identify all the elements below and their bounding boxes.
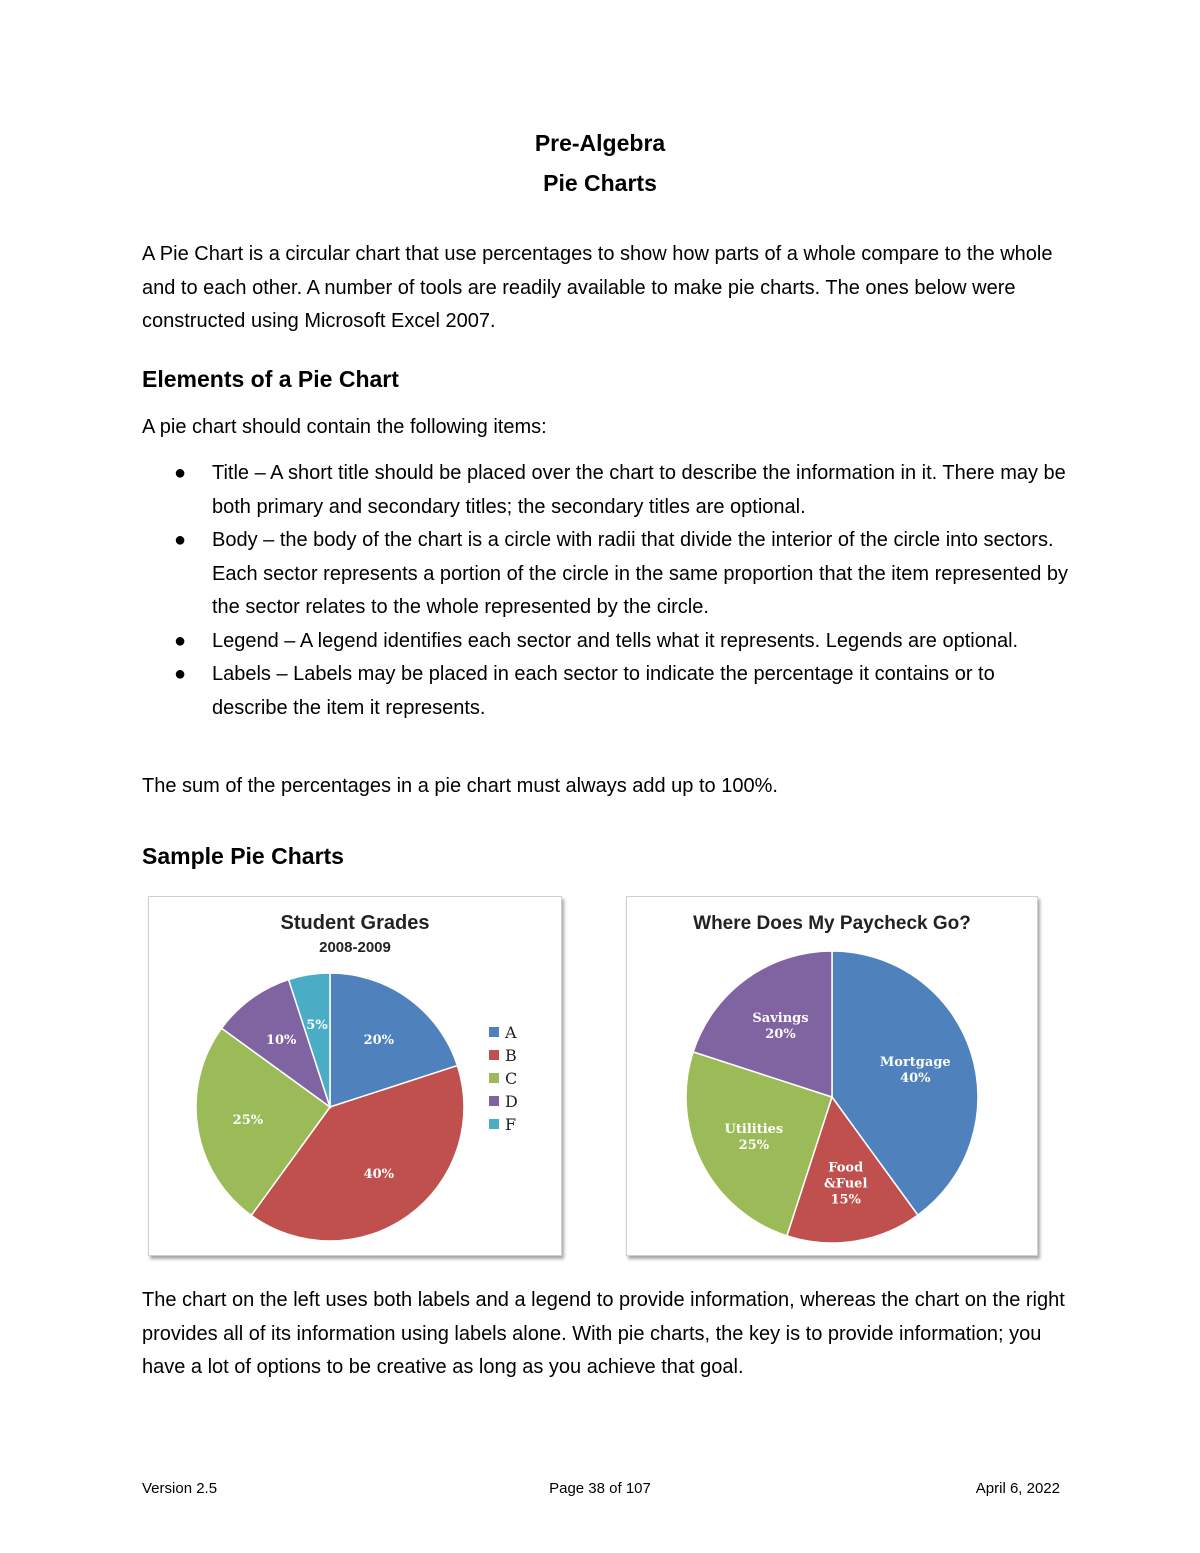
pie-label-a: 20% (363, 1032, 395, 1048)
pie-label-c: 25% (232, 1113, 264, 1128)
legend-label-d: D (505, 1092, 518, 1111)
legend-swatch-a (489, 1027, 499, 1037)
legend-swatch-c (489, 1073, 499, 1083)
page-title: Pre-Algebra (534, 130, 666, 156)
pie-label-f: 5% (306, 1017, 328, 1033)
chart-title: Student Grades (280, 912, 430, 934)
elements-list (142, 457, 1072, 725)
pie-label-mortgage: Mortgage 40% (879, 1054, 951, 1086)
pie-label-savings: Savings 20% (752, 1011, 809, 1043)
chart-title: Where Does My Paycheck Go? (693, 913, 971, 934)
paycheck-pie-svg (627, 897, 1037, 1255)
legend-label-c: C (505, 1069, 518, 1088)
bullet-icon: ● (174, 663, 187, 685)
legend-label-a: A (505, 1023, 517, 1042)
bullet-icon: ● (174, 529, 187, 551)
legend-swatch-f (489, 1119, 499, 1129)
paycheck-chart (626, 896, 1038, 1256)
page-subtitle: Pie Charts (543, 170, 657, 196)
bullet-icon: ● (174, 462, 187, 484)
closing-paragraph: The chart on the left uses both labels and a legend to provide information, whereas the chart on the right provides all of its information using labels alone. With pie charts, the key is to provide information; you have a lot of options to be creative as long as you achieve that goal. (142, 1289, 1065, 1378)
student-grades-pie-svg (149, 897, 561, 1255)
legend-swatch-d (489, 1096, 499, 1106)
footer-date: April 6, 2022 (975, 1480, 1060, 1497)
footer-page-number: Page 38 of 107 (549, 1480, 651, 1497)
list-item (142, 658, 1072, 725)
list-item-text: Labels – Labels may be placed in each sector to indicate the percentage it contains or to describe the item it represents. (212, 663, 995, 719)
legend-swatch-b (489, 1050, 499, 1060)
pie-label-food-fuel: Food &Fuel 15% (823, 1160, 868, 1208)
bullet-icon: ● (174, 629, 187, 652)
list-item (142, 457, 1072, 524)
sum-note: The sum of the percentages in a pie chart must always add up to 100%. (142, 775, 778, 797)
list-item-text: Title – A short title should be placed over the chart to describe the information in it. There may be both primary and secondary titles; the secondary titles are optional. (212, 462, 1066, 518)
pie-label-utilities: Utilities 25% (724, 1121, 784, 1153)
list-item (142, 625, 1072, 659)
legend-label-f: F (505, 1115, 517, 1134)
legend-label-b: B (505, 1046, 517, 1065)
pie-label-d: 10% (265, 1032, 297, 1048)
intro-paragraph: A Pie Chart is a circular chart that use percentages to show how parts of a whole compare to the whole and to each other. A number of tools are readily available to make pie charts. The ones below were constructed using Microsoft Excel 2007. (142, 243, 1053, 332)
elements-heading: Elements of a Pie Chart (142, 366, 399, 392)
list-item-text: Body – the body of the chart is a circle with radii that divide the interior of the circle into sectors. Each sector represents a portion of the circle in the same proportion that the item represented by the sector relates to the whole represented by the circle. (212, 529, 1069, 618)
student-grades-chart (148, 896, 562, 1256)
chart-subtitle: 2008-2009 (319, 939, 391, 956)
elements-lead: A pie chart should contain the following items: (142, 416, 547, 438)
pie-label-b: 40% (363, 1167, 395, 1183)
list-item-text: Legend – A legend identifies each sector and tells what it represents. Legends are optional. (212, 629, 1019, 652)
list-item (142, 524, 1072, 625)
footer-version: Version 2.5 (142, 1480, 218, 1497)
samples-heading: Sample Pie Charts (142, 843, 344, 869)
